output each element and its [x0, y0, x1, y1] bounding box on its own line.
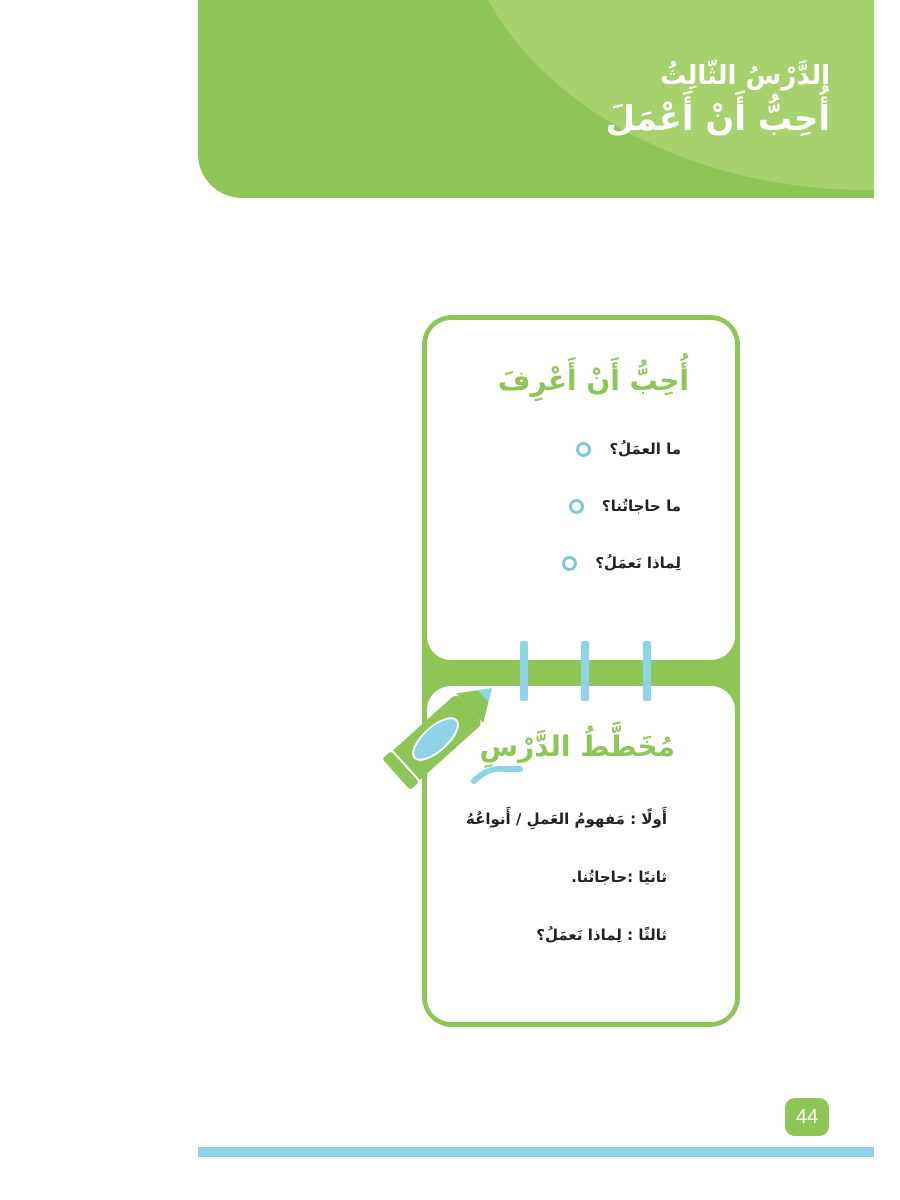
binder-ring: [581, 641, 589, 701]
goal-text: ما العمَلُ؟: [609, 440, 681, 458]
binder-ring: [643, 641, 651, 701]
outline-item: أَولًا : مَفهومُ العَملِ / أَنواعُهُ: [466, 810, 667, 828]
goal-item: [576, 440, 681, 458]
header-banner: [198, 0, 874, 198]
circle-bullet-icon: [562, 556, 577, 571]
footer-bar: [198, 1147, 874, 1157]
crayon-icon: [370, 655, 530, 815]
goal-text: لِماذا نَعمَلُ؟: [595, 554, 681, 572]
goal-item: [562, 554, 681, 572]
lesson-title: أُحِبُّ أَنْ أَعْمَلَ: [605, 99, 830, 139]
goals-title: أُحِبُّ أَنْ أَعْرِفَ: [497, 364, 689, 397]
lesson-number: الدَّرْسُ الثّالِثُ: [660, 61, 830, 91]
page-number-badge: 44: [785, 1098, 829, 1136]
outline-item: ثانيًا :حاجاتُنا.: [571, 868, 667, 886]
circle-bullet-icon: [569, 499, 584, 514]
header-text: [605, 56, 830, 142]
goals-card: [427, 320, 735, 660]
circle-bullet-icon: [576, 442, 591, 457]
goal-text: ما حاجاتُنا؟: [601, 497, 681, 515]
outline-item: ثالثًا : لِماذا نَعمَلُ؟: [536, 926, 667, 944]
goal-item: [569, 497, 681, 515]
outline-title: مُخَطَّطُ الدَّرْسِ: [479, 730, 675, 763]
